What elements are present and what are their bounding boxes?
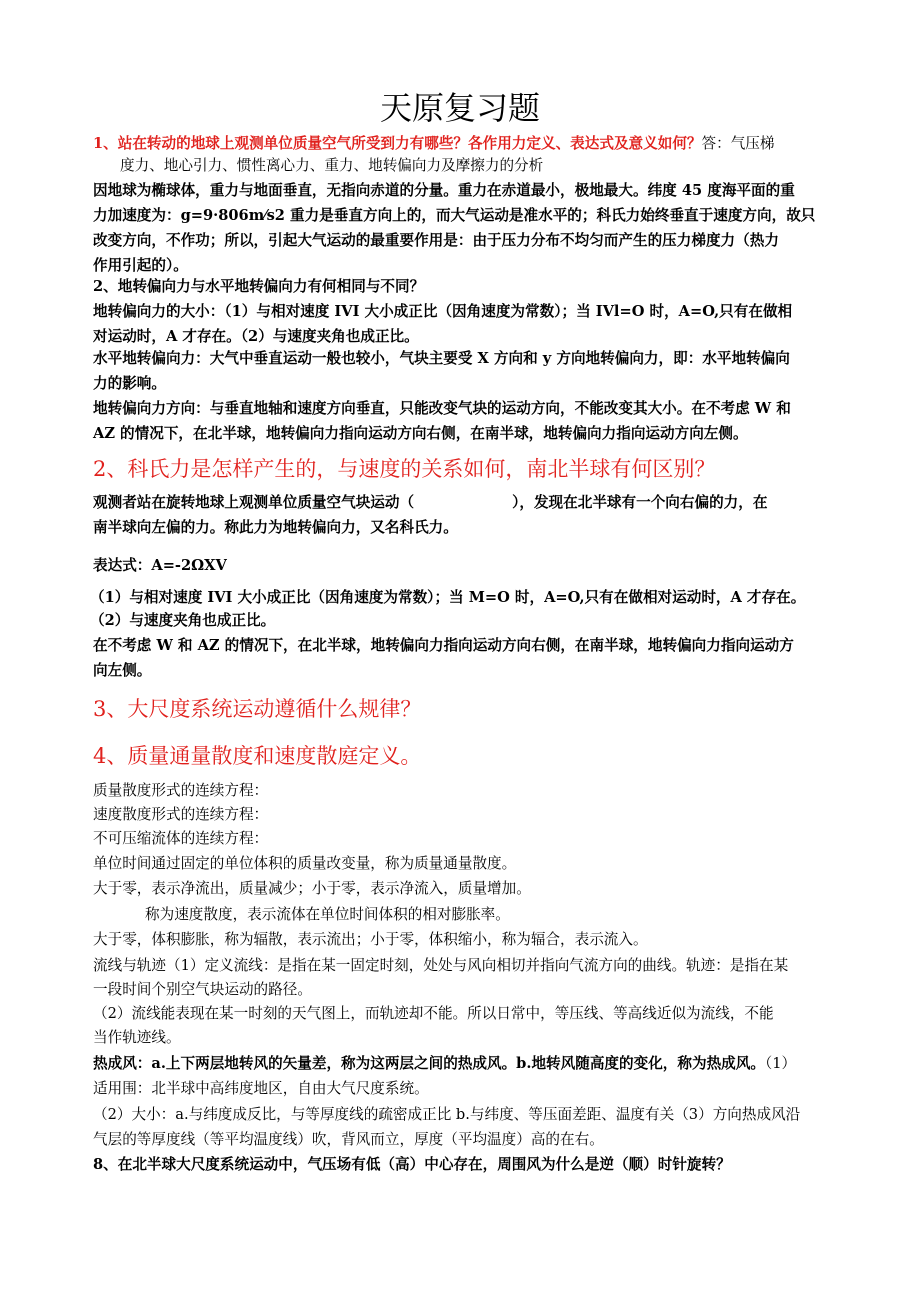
q8-question: 8、在北半球大尺度系统运动中，气压场有低（高）中心存在，周围风为什么是逆（顺）时针旋转？	[93, 1156, 731, 1173]
q5-line-12	[93, 1054, 796, 1074]
q5-line-1: 质量散度形式的连续方程：	[93, 782, 269, 799]
q1-para-1: 因地球为椭球体，重力与地面垂直，无指向赤道的分量。重力在赤道最小，极地最大。纬度 45 度海平面的重	[93, 182, 795, 199]
q5-line-6: 称为速度散度，表示流体在单位时间体积的相对膨胀率。	[145, 906, 510, 923]
q2-question: 2、地转偏向力与水平地转偏向力有何相同与不同？	[93, 278, 425, 295]
q5-line-4: 单位时间通过固定的单位体积的质量改变量，称为质量通量散度。	[93, 855, 517, 872]
q5-line-13: 适用围：北半球中高纬度地区，自由大气尺度系统。	[93, 1080, 429, 1097]
q5-line-14: （2）大小：a.与纬度成反比，与等厚度线的疏密成正比 b.与纬度、等压面差距、温度有关（3）方向热成风沿	[93, 1106, 801, 1123]
q1-line	[93, 134, 775, 154]
q1-answer-start: 答：气压梯	[701, 135, 775, 152]
q3-para-1	[93, 493, 767, 513]
q4-heading: 3、大尺度系统运动遵循什么规律？	[93, 697, 422, 721]
q5-line-7: 大于零，体积膨胀，称为辐散，表示流出；小于零，体积缩小，称为辐合，表示流入。	[93, 931, 648, 948]
q1-answer-cont: 度力、地心引力、惯性离心力、重力、地转偏向力及摩擦力的分析	[120, 157, 544, 174]
thermal-wind-definition: 热成风：a.上下两层地转风的矢量差，称为这两层之间的热成风。b.地转风随高度的变化，称为热成风。	[93, 1055, 765, 1072]
q5-heading: 4、质量通量散度和速度散庭定义。	[93, 744, 422, 768]
q3-para-1b: ），发现在北半球有一个向右偏的力，在	[512, 494, 768, 511]
page-title: 天原复习题	[379, 89, 540, 127]
q1-para-4: 作用引起的）。	[93, 257, 188, 274]
q2-para-5: 地转偏向力方向：与垂直地轴和速度方向垂直，只能改变气块的运动方向，不能改变其大小。在不考虑 W 和	[93, 400, 791, 417]
q3-para-6: 向左侧。	[93, 662, 152, 679]
q3-para-1a: 观测者站在旋转地球上观测单位质量空气块运动（	[93, 494, 415, 511]
q2-para-3: 水平地转偏向力：大气中垂直运动一般也较小，气块主要受 X 方向和 y 方向地转偏向力，即：水平地转偏向	[93, 350, 790, 367]
q2-para-2: 对运动时，A 才存在。（2）与速度夹角也成正比。	[93, 328, 419, 345]
q5-line-3: 不可压缩流体的连续方程：	[93, 830, 269, 847]
q1-para-3: 改变方向，不作功；所以，引起大气运动的最重要作用是：由于压力分布不均匀而产生的压力梯度力（热力	[93, 232, 779, 249]
q5-line-10: （2）流线能表现在某一时刻的天气图上，而轨迹却不能。所以日常中，等压线、等高线近似为流线，不能	[93, 1005, 774, 1022]
q2-para-1: 地转偏向力的大小：（1）与相对速度 IVI 大小成正比（因角速度为常数）；当 IVl=O 时，A=O,只有在做相	[93, 303, 793, 320]
q1-para-2: 力加速度为：g=9·806m⁄s2 重力是垂直方向上的，而大气运动是准水平的；科氏力始终垂直于速度方向，故只	[93, 207, 816, 224]
q5-line-8: 流线与轨迹（1）定义流线：是指在某一固定时刻，处处与风向相切并指向气流方向的曲线。轨迹：是指在某	[93, 957, 789, 974]
q2-para-4: 力的影响。	[93, 375, 166, 392]
q3-para-4: （2）与速度夹角也成正比。	[90, 612, 276, 629]
q3-para-5: 在不考虑 W 和 AZ 的情况下，在北半球，地转偏向力指向运动方向右侧，在南半球，地转偏向力指向运动方	[93, 637, 794, 654]
q5-line-2: 速度散度形式的连续方程：	[93, 806, 269, 823]
q3-heading: 2、科氏力是怎样产生的，与速度的关系如何，南北半球有何区别？	[93, 457, 716, 481]
q3-expression: 表达式：A=-2ΩXV	[93, 557, 227, 574]
q1-question: 1、站在转动的地球上观测单位质量空气所受到力有哪些？各作用力定义、表达式及意义如何？	[93, 135, 702, 152]
q5-line-5: 大于零，表示净流出，质量减少；小于零，表示净流入，质量增加。	[93, 880, 531, 897]
q3-para-2: 南半球向左偏的力。称此力为地转偏向力，又名科氏力。	[93, 519, 458, 536]
q3-para-3: （1）与相对速度 IVI 大小成正比（因角速度为常数）；当 M=O 时，A=O,只有在做相对运动时，A 才存在。	[90, 589, 806, 606]
q5-line-15: 气层的等厚度线（等平均温度线）吹，背风而立，厚度（平均温度）高的在右。	[93, 1131, 604, 1148]
q5-line-11: 当作轨迹线。	[93, 1029, 181, 1046]
thermal-wind-item-1: （1）	[764, 1055, 797, 1072]
q2-para-6: AZ 的情况下，在北半球，地转偏向力指向运动方向右侧，在南半球，地转偏向力指向运动方向左侧。	[93, 425, 748, 442]
q5-line-9: 一段时间个别空气块运动的路径。	[93, 981, 312, 998]
